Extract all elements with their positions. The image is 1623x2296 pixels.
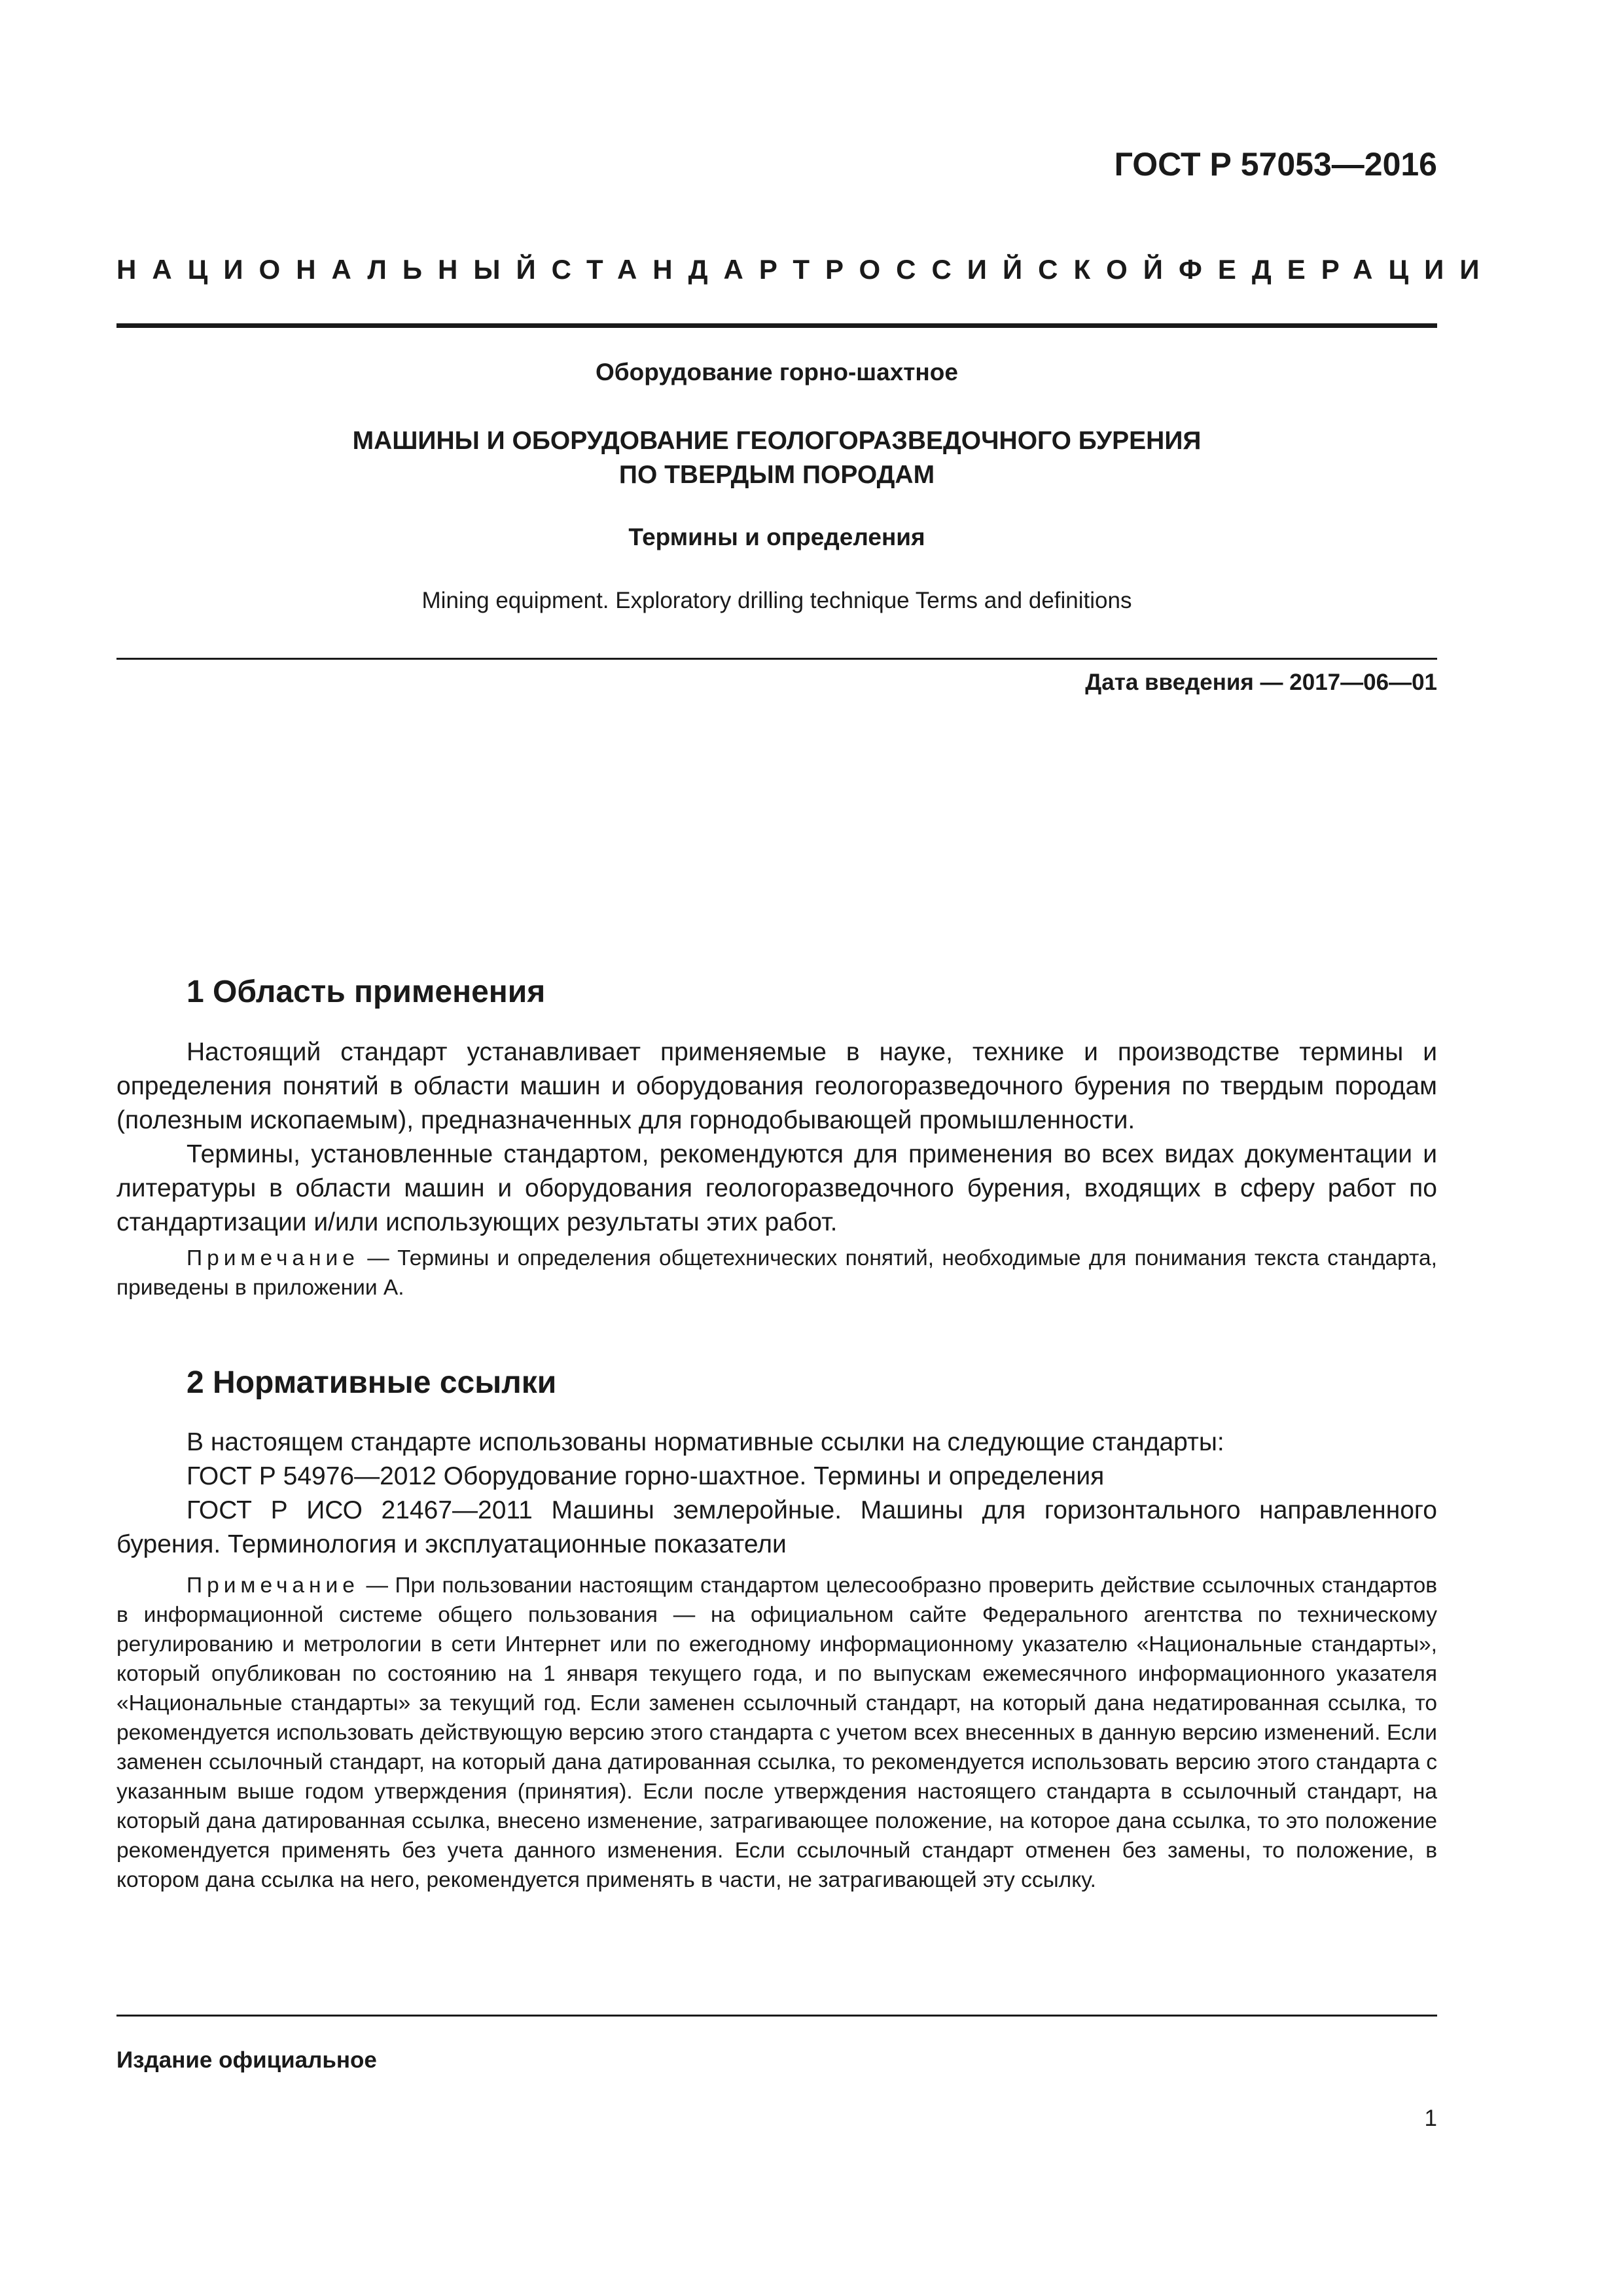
top-thick-rule xyxy=(116,323,1437,328)
title-line-1: МАШИНЫ И ОБОРУДОВАНИЕ ГЕОЛОГОРАЗВЕДОЧНОГО БУРЕНИЯ xyxy=(352,427,1202,455)
section-2-reference-1: ГОСТ Р 54976—2012 Оборудование горно-шахтное. Термины и определения xyxy=(187,1462,1105,1490)
section-2-body xyxy=(116,1426,1437,1562)
introduction-date: Дата введения — 2017—06—01 xyxy=(1085,670,1437,695)
section-1-paragraph-1: Настоящий стандарт устанавливает применяемые в науке, технике и производстве термины и определения понятий в области машин и оборудования геологоразведочного бурения по твердым породам (полезным ископаемым), предназначенных для горнодобывающей промышленности. xyxy=(116,1038,1437,1134)
national-word-2: СТАНДАРТ xyxy=(551,254,825,285)
section-1-heading: 1 Область применения xyxy=(187,975,546,1009)
document-title xyxy=(116,424,1437,492)
section-1-body xyxy=(116,1035,1437,1240)
national-word-4: ФЕДЕРАЦИИ xyxy=(1179,254,1495,285)
subject-line: Оборудование горно-шахтное xyxy=(596,359,958,386)
note-label: Примечание xyxy=(187,1573,359,1598)
note-label: Примечание xyxy=(187,1246,359,1270)
section-1-note xyxy=(116,1244,1437,1302)
national-word-1: НАЦИОНАЛЬНЫЙ xyxy=(116,254,552,285)
national-standard-heading xyxy=(116,254,1495,285)
section-2-heading: 2 Нормативные ссылки xyxy=(187,1365,557,1400)
note-text: — Термины и определения общетехнических понятий, необходимые для понимания текста стандарта, приведены в приложении А. xyxy=(116,1246,1437,1300)
national-word-3: РОССИЙСКОЙ xyxy=(825,254,1179,285)
english-title: Mining equipment. Exploratory drilling technique Terms and definitions xyxy=(421,588,1132,613)
section-2-reference-2: ГОСТ Р ИСО 21467—2011 Машины землеройные. Машины для горизонтального направленного бурения. Терминология и эксплуатационные показатели xyxy=(116,1496,1437,1558)
edition-label: Издание официальное xyxy=(116,2047,377,2073)
document-subtitle: Термины и определения xyxy=(628,524,925,550)
title-line-2: ПО ТВЕРДЫМ ПОРОДАМ xyxy=(618,461,935,489)
title-bottom-rule xyxy=(116,658,1437,660)
section-1-paragraph-2: Термины, установленные стандартом, рекомендуются для применения во всех видах документации и литературы в области машин и оборудования геологоразведочного бурения, входящих в сферу работ по стандартизации и/или использующих результаты этих работ. xyxy=(116,1140,1437,1236)
footer-rule xyxy=(116,2015,1437,2017)
section-2-note xyxy=(116,1571,1437,1895)
note-text: — При пользовании настоящим стандартом целесообразно проверить действие ссылочных стандартов в информационной системе общего пользования — на официальном сайте Федерального агентства по техническому регулированию и метрологии в сети Интернет или по ежегодному информационному указателю «Национальные стандарты», который опубликован по состоянию на 1 января текущего года, и по выпускам ежемесячного информационного указателя «Национальные стандарты» за текущий год. Если заменен ссылочный стандарт, на который дана недатированная ссылка, то рекомендуется использовать действующую версию этого стандарта с учетом всех внесенных в данную версию изменений. Если заменен ссылочный стандарт, на который дана датированная ссылка, то рекомендуется использовать версию этого стандарта с указанным выше годом утверждения (принятия). Если после утверждения настоящего стандарта в ссылочный стандарт, на который дана датированная ссылка, внесено изменение, затрагивающее положение, на которое дана ссылка, то это положение рекомендуется применять без учета данного изменения. Если ссылочный стандарт отменен без замены, то положение, в котором дана ссылка на него, рекомендуется применять в части, не затрагивающей эту ссылку. xyxy=(116,1573,1437,1892)
section-2-paragraph-1: В настоящем стандарте использованы нормативные ссылки на следующие стандарты: xyxy=(187,1428,1224,1456)
page-number: 1 xyxy=(1424,2106,1437,2131)
document-code: ГОСТ Р 57053—2016 xyxy=(1114,146,1437,183)
